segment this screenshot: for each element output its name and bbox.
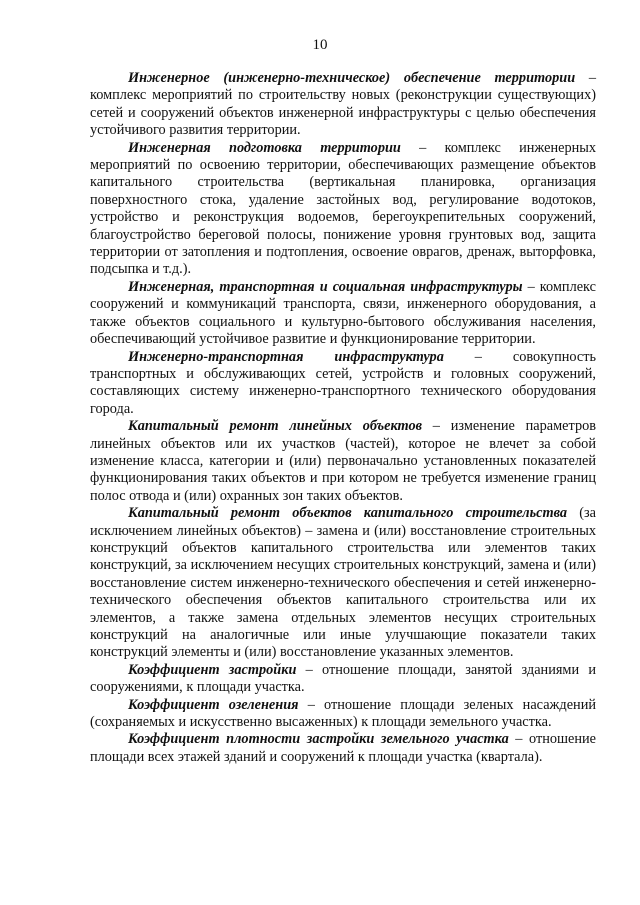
definition-text: – отношение площади, занятой зданиями и сооружениями, к площади участка.	[90, 661, 596, 696]
definition-paragraph	[90, 662, 596, 697]
definition-paragraph	[90, 697, 596, 732]
term: Коэффициент озеленения	[128, 696, 299, 713]
definition-paragraph	[90, 349, 596, 419]
definition-text: – комплекс сооружений и коммуникаций транспорта, связи, инженерного оборудования, а также объектов социального и культурно-бытового обслуживания населения, обеспечивающий устойчивое развитие и функционирование территории.	[90, 278, 596, 348]
term: Коэффициент плотности застройки земельного участка	[128, 731, 509, 748]
term: Инженерно-транспортная инфраструктура	[128, 348, 444, 365]
term: Инженерное (инженерно-техническое) обеспечение территории	[128, 70, 576, 86]
term: Капитальный ремонт объектов капитального строительства	[128, 505, 568, 522]
definition-paragraph	[90, 70, 596, 140]
definition-text: – отношение площади всех этажей зданий и сооружений к площади участка (квартала).	[90, 731, 596, 765]
definition-text: – отношение площади зеленых насаждений (сохраняемых и искусственно высаженных) к площади земельного участка.	[90, 696, 596, 731]
document-body	[90, 70, 596, 766]
term: Коэффициент застройки	[128, 661, 297, 678]
term: Инженерная, транспортная и социальная инфраструктуры	[128, 278, 523, 295]
definition-text: – комплекс инженерных мероприятий по освоению территории, обеспечивающих размещение объектов капитального строительства (вертикальная планировка, организация поверхностного стока, удаление застойных вод, регулирование водотоков, устройство и реконструкция водоемов, берегоукрепительных сооружений, благоустройство береговой полосы, понижение уровня грунтовых вод, защита территории от затопления и подтопления, освоение оврагов, дренаж, выторфовка, подсыпка и т.д.).	[90, 139, 597, 278]
definition-text: – комплекс мероприятий по строительству новых (реконструкции существующих) сетей и сооружений объектов инженерной инфраструктуры с целью обеспечения устойчивого развития территории.	[90, 70, 596, 139]
definition-text: – совокупность транспортных и обслуживающих сетей, устройств и головных сооружений, составляющих систему инженерно-транспортного технического оборудования города.	[90, 348, 597, 417]
definition-text: (за исключением линейных объектов) – замена и (или) восстановление строительных конструкций объектов капитального строительства или элементов таких конструкций, за исключением несущих строительных конструкций, замена и (или) восстановление систем инженерно-технического обеспечения и сетей инженерно-технического обеспечения объектов капитального строительства или их элементов, а также замена отдельных элементов несущих строительных конструкций на аналогичные или иные улучшающие показатели таких конструкций элементы и (или) восстановление указанных элементов.	[90, 505, 596, 661]
definition-paragraph	[90, 279, 596, 349]
definition-paragraph	[90, 418, 596, 505]
term: Инженерная подготовка территории	[128, 139, 401, 156]
definition-paragraph	[90, 140, 596, 279]
definition-paragraph	[90, 505, 596, 662]
definition-paragraph	[90, 731, 596, 766]
definition-text: – изменение параметров линейных объектов или их участков (частей), которое не влечет за собой изменение класса, категории и (или) первоначально установленных показателей функционирования таких объектов и при котором не требуется изменение границ полос отвода и (или) охранных зон таких объектов.	[90, 418, 596, 504]
term: Капитальный ремонт линейных объектов	[128, 418, 423, 435]
page-number: 10	[312, 37, 328, 53]
